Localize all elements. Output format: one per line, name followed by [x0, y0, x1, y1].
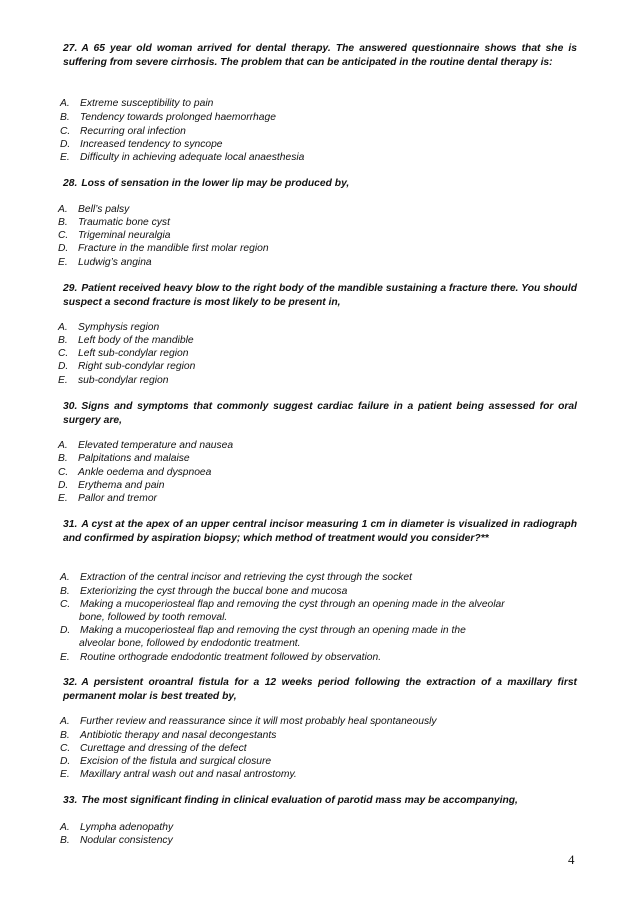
- question-number: 28.: [63, 178, 78, 189]
- text-span: Increased tendency to syncope: [80, 139, 223, 150]
- text-span: bone, followed by tooth removal.: [79, 612, 228, 624]
- text-span: C.: [58, 467, 69, 478]
- question-number: 27.: [63, 43, 78, 54]
- option: [58, 203, 578, 216]
- text-span: Extraction of the central incisor and retrieving the cyst through the socket: [80, 572, 412, 583]
- option: [58, 256, 578, 269]
- text-span: Palpitations and malaise: [78, 453, 190, 464]
- text-span: Bell’s palsy: [78, 204, 130, 215]
- question-text: A persistent oroantral fistula for a 12 weeks period following the extraction of a maxillary first permanent molar is best treated by,: [63, 677, 577, 702]
- question-number: 31.: [63, 519, 78, 530]
- text-span: E.: [58, 375, 68, 386]
- question-text: Loss of sensation in the lower lip may be produced by,: [81, 178, 350, 189]
- text-span: Elevated temperature and nausea: [78, 440, 234, 451]
- text-span: sub-condylar region: [78, 375, 169, 386]
- text-span: Right sub-condylar region: [78, 361, 196, 372]
- question-28: [63, 177, 577, 191]
- text-span: Difficulty in achieving adequate local anaesthesia: [80, 152, 305, 163]
- question-text: Patient received heavy blow to the right body of the mandible sustaining a fracture there. You should suspect a second fracture is most likely to be present in,: [63, 283, 577, 308]
- text-span: Nodular consistency: [80, 835, 173, 846]
- text-span: Tendency towards prolonged haemorrhage: [80, 112, 276, 123]
- text-span: D.: [58, 243, 69, 254]
- text-span: A.: [60, 716, 70, 727]
- option: [58, 492, 578, 505]
- option: [58, 452, 578, 465]
- text-span: Routine orthograde endodontic treatment followed by observation.: [80, 652, 382, 663]
- text-span: Excision of the fistula and surgical closure: [80, 756, 272, 767]
- question-text: A 65 year old woman arrived for dental therapy. The answered questionnaire shows that she is suffering from severe cirrhosis. The problem that can be anticipated in the routine dental therapy is:: [63, 43, 577, 68]
- text-span: Erythema and pain: [78, 480, 165, 491]
- text-span: A.: [58, 204, 68, 215]
- text-span: D.: [58, 361, 69, 372]
- option: [60, 97, 580, 110]
- question-27: [63, 42, 577, 69]
- text-span: B.: [60, 835, 70, 846]
- option: [58, 216, 578, 229]
- text-span: B.: [58, 335, 68, 346]
- option: [58, 321, 578, 334]
- text-span: Lympha adenopathy: [80, 822, 174, 833]
- question-31: [63, 518, 577, 545]
- text-span: Curettage and dressing of the defect: [80, 743, 247, 754]
- text-span: Extreme susceptibility to pain: [80, 98, 214, 109]
- question-30: [63, 400, 577, 427]
- option: [60, 138, 580, 151]
- text-span: alveolar bone, followed by endodontic treatment.: [79, 638, 301, 650]
- text-span: C.: [58, 230, 69, 241]
- option: [60, 585, 580, 598]
- option: [60, 111, 580, 124]
- question-number: 29.: [63, 283, 78, 294]
- question-text: A cyst at the apex of an upper central incisor measuring 1 cm in diameter is visualized in radiograph and confirmed by aspiration biopsy; which method of treatment would you consider?**: [63, 519, 577, 544]
- page-number: 4: [568, 852, 575, 867]
- text-span: C.: [58, 348, 69, 359]
- text-span: Pallor and tremor: [78, 493, 157, 504]
- option: [60, 742, 580, 755]
- option: [60, 598, 580, 624]
- question-number: 33.: [63, 795, 78, 806]
- text-span: A.: [60, 98, 70, 109]
- text-span: B.: [60, 730, 70, 741]
- text-span: B.: [58, 217, 68, 228]
- text-span: E.: [60, 152, 70, 163]
- text-span: B.: [60, 112, 70, 123]
- question-text: The most significant finding in clinical evaluation of parotid mass may be accompanying,: [81, 795, 518, 806]
- option: [60, 755, 580, 768]
- option: [60, 715, 580, 728]
- text-span: Traumatic bone cyst: [78, 217, 170, 228]
- question-number: 32.: [63, 677, 78, 688]
- option: [58, 229, 578, 242]
- text-span: E.: [60, 652, 70, 663]
- text-span: A.: [60, 822, 70, 833]
- option: [60, 151, 580, 164]
- question-number: 30.: [63, 401, 78, 412]
- option: [58, 334, 578, 347]
- text-span: A.: [58, 440, 68, 451]
- text-span: Fracture in the mandible first molar region: [78, 243, 269, 254]
- text-span: Maxillary antral wash out and nasal antrostomy.: [80, 769, 297, 780]
- option: [58, 479, 578, 492]
- text-span: D.: [60, 625, 71, 636]
- option: [58, 466, 578, 479]
- text-span: Recurring oral infection: [80, 126, 186, 137]
- text-span: Symphysis region: [78, 322, 160, 333]
- text-span: Making a mucoperiosteal flap and removing the cyst through an opening made in the: [80, 625, 466, 636]
- text-span: C.: [60, 743, 71, 754]
- text-span: Further review and reassurance since it will most probably heal spontaneously: [80, 716, 437, 727]
- option: [58, 439, 578, 452]
- question-29: [63, 282, 577, 309]
- text-span: Ankle oedema and dyspnoea: [78, 467, 212, 478]
- text-span: B.: [60, 586, 70, 597]
- text-span: D.: [58, 480, 69, 491]
- text-span: Making a mucoperiosteal flap and removing the cyst through an opening made in the alveolar: [80, 599, 505, 610]
- option: [60, 125, 580, 138]
- text-span: A.: [58, 322, 68, 333]
- option: [58, 347, 578, 360]
- option: [60, 651, 580, 664]
- text-span: Left sub-condylar region: [78, 348, 189, 359]
- option: [60, 768, 580, 781]
- text-span: B.: [58, 453, 68, 464]
- text-span: D.: [60, 756, 71, 767]
- text-span: C.: [60, 599, 71, 610]
- text-span: Trigeminal neuralgia: [78, 230, 171, 241]
- text-span: D.: [60, 139, 71, 150]
- question-33: [63, 794, 577, 808]
- text-span: E.: [58, 493, 68, 504]
- option: [60, 571, 580, 584]
- option: [58, 374, 578, 387]
- option: [60, 834, 580, 847]
- text-span: Ludwig’s angina: [78, 257, 152, 268]
- option: [58, 360, 578, 373]
- option: [58, 242, 578, 255]
- text-span: Antibiotic therapy and nasal decongestants: [80, 730, 277, 741]
- option: [60, 821, 580, 834]
- text-span: E.: [60, 769, 70, 780]
- text-span: Exteriorizing the cyst through the buccal bone and mucosa: [80, 586, 348, 597]
- text-span: C.: [60, 126, 71, 137]
- text-span: E.: [58, 257, 68, 268]
- question-text: Signs and symptoms that commonly suggest cardiac failure in a patient being assessed for oral surgery are,: [63, 401, 577, 426]
- text-span: Left body of the mandible: [78, 335, 194, 346]
- question-32: [63, 676, 577, 703]
- option: [60, 729, 580, 742]
- text-span: A.: [60, 572, 70, 583]
- option: [60, 624, 580, 650]
